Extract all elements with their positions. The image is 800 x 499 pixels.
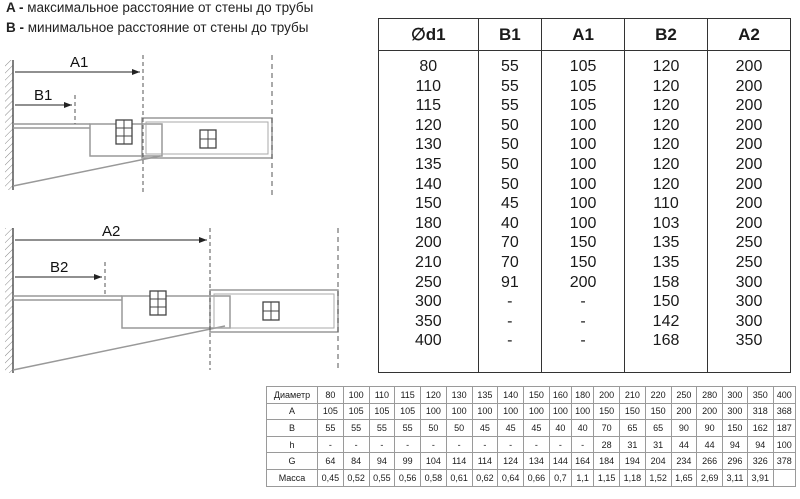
spec-cell: 90 — [697, 420, 723, 437]
table-cell: 200 — [735, 175, 763, 193]
spec-cell: 31 — [645, 436, 671, 453]
header-b2: B2 — [625, 19, 708, 51]
table-cell: 105 — [569, 77, 597, 95]
spec-cell: 266 — [697, 453, 723, 470]
table-cell: 180 — [414, 214, 442, 232]
table-cell: 103 — [652, 214, 680, 232]
spec-cell: 400 — [773, 387, 795, 404]
table-cell: 70 — [500, 234, 519, 252]
table-cell: 158 — [652, 273, 680, 291]
spec-cell: 65 — [645, 420, 671, 437]
spec-row — [267, 453, 796, 470]
spec-cell: 45 — [524, 420, 550, 437]
spec-cell: 150 — [723, 420, 748, 437]
spec-cell: 1,18 — [620, 469, 646, 486]
spec-cell: 234 — [671, 453, 697, 470]
spec-row-label: G — [267, 453, 318, 470]
spec-cell: 94 — [369, 453, 395, 470]
spec-cell: 140 — [498, 387, 524, 404]
spec-cell: 120 — [421, 387, 447, 404]
table-cell: 210 — [414, 253, 442, 271]
spec-cell: 105 — [395, 403, 421, 420]
table-cell: 135 — [414, 155, 442, 173]
spec-cell: 326 — [747, 453, 773, 470]
spec-cell: 204 — [645, 453, 671, 470]
table-cell: - — [507, 332, 513, 350]
spec-cell: 100 — [773, 436, 795, 453]
spec-cell: 130 — [446, 387, 472, 404]
spec-cell: 200 — [697, 403, 723, 420]
table-cell: 350 — [414, 312, 442, 330]
spec-cell: 100 — [472, 403, 498, 420]
spec-cell: 368 — [773, 403, 795, 420]
spec-cell: 105 — [318, 403, 344, 420]
column-a1 — [542, 51, 625, 373]
table-cell: - — [580, 293, 586, 311]
table-cell: 55 — [500, 77, 519, 95]
spec-cell: 0,45 — [318, 469, 344, 486]
spec-cell: - — [472, 436, 498, 453]
top-bracket-assembly — [5, 54, 272, 195]
table-cell: - — [507, 312, 513, 330]
spec-cell: 300 — [723, 403, 748, 420]
table-cell: - — [580, 332, 586, 350]
spec-cell: 70 — [594, 420, 620, 437]
legend-text-a: максимальное расстояние от стены до трубы — [27, 0, 314, 15]
column-d1 — [379, 51, 479, 373]
spec-cell: 0,62 — [472, 469, 498, 486]
spec-cell: 99 — [395, 453, 421, 470]
spec-cell: 0,58 — [421, 469, 447, 486]
spec-cell: 84 — [343, 453, 369, 470]
spec-cell: 65 — [620, 420, 646, 437]
table-cell: 45 — [500, 195, 519, 213]
spec-cell: 64 — [318, 453, 344, 470]
spec-cell: 28 — [594, 436, 620, 453]
spec-cell: 94 — [723, 436, 748, 453]
table-cell: 50 — [500, 116, 519, 134]
table-cell: 115 — [415, 97, 442, 115]
spec-cell: 55 — [395, 420, 421, 437]
table-cell: 200 — [735, 214, 763, 232]
top-bolt-1 — [116, 120, 132, 144]
spec-cell: 1,65 — [671, 469, 697, 486]
table-cell: 100 — [569, 116, 597, 134]
table-cell: 120 — [652, 175, 680, 193]
spec-cell: 105 — [343, 403, 369, 420]
bottom-bracket-assembly — [5, 223, 338, 373]
table-cell: 200 — [569, 273, 597, 291]
spec-cell: 184 — [594, 453, 620, 470]
table-cell: 150 — [414, 195, 442, 213]
spec-cell: 250 — [671, 387, 697, 404]
spec-row — [267, 387, 796, 404]
header-b1: B1 — [478, 19, 542, 51]
dim-label-b1: B1 — [34, 87, 53, 104]
column-a2 — [708, 51, 791, 373]
table-cell: 400 — [414, 332, 442, 350]
spec-cell: 94 — [747, 436, 773, 453]
spec-row-label: Диаметр — [267, 387, 318, 404]
dimensions-table-header — [379, 19, 791, 51]
spec-cell: - — [498, 436, 524, 453]
spec-cell: 0,7 — [549, 469, 571, 486]
spec-cell: 50 — [446, 420, 472, 437]
spec-cell: 150 — [594, 403, 620, 420]
spec-cell: 150 — [645, 403, 671, 420]
table-cell: 100 — [569, 214, 597, 232]
dim-label-a2: A2 — [102, 223, 121, 240]
table-cell: 50 — [500, 175, 519, 193]
spec-cell: 3,91 — [747, 469, 773, 486]
top-bolt-2 — [200, 130, 216, 148]
spec-cell: 0,55 — [369, 469, 395, 486]
spec-cell: 1,1 — [572, 469, 594, 486]
table-cell: 200 — [735, 77, 763, 95]
spec-cell: 0,66 — [524, 469, 550, 486]
column-b2 — [625, 51, 708, 373]
spec-row-label: A — [267, 403, 318, 420]
table-cell: 150 — [569, 234, 597, 252]
table-cell: 120 — [652, 136, 680, 154]
table-cell: 70 — [500, 253, 519, 271]
spec-cell: 164 — [572, 453, 594, 470]
table-cell: 100 — [569, 136, 597, 154]
spec-row — [267, 403, 796, 420]
table-cell: 120 — [652, 58, 680, 75]
table-cell: 105 — [569, 58, 597, 75]
table-cell: 200 — [735, 155, 763, 173]
table-cell: 300 — [414, 293, 442, 311]
table-cell: 300 — [735, 273, 763, 291]
spec-table — [266, 386, 796, 487]
table-cell: 200 — [735, 116, 763, 134]
spec-cell: 50 — [421, 420, 447, 437]
table-cell: 40 — [500, 214, 519, 232]
spec-cell: 0,56 — [395, 469, 421, 486]
spec-cell: 200 — [671, 403, 697, 420]
table-cell: 200 — [735, 97, 763, 115]
spec-cell: 40 — [549, 420, 571, 437]
spec-cell: - — [446, 436, 472, 453]
spec-row-label: h — [267, 436, 318, 453]
spec-cell: 200 — [594, 387, 620, 404]
table-cell: 120 — [652, 77, 680, 95]
spec-cell: 45 — [498, 420, 524, 437]
spec-cell: 2,69 — [697, 469, 723, 486]
table-cell: 120 — [414, 116, 442, 134]
spec-row — [267, 469, 796, 486]
spec-cell: 162 — [747, 420, 773, 437]
table-cell: 120 — [652, 155, 680, 173]
table-cell: 142 — [652, 312, 680, 330]
spec-cell: 100 — [498, 403, 524, 420]
spec-cell: 144 — [549, 453, 571, 470]
table-cell: 150 — [569, 253, 597, 271]
spec-cell: 318 — [747, 403, 773, 420]
spec-cell: 55 — [343, 420, 369, 437]
column-b1 — [478, 51, 542, 373]
spec-cell: 180 — [572, 387, 594, 404]
dim-label-b2: B2 — [50, 259, 69, 276]
header-a2: A2 — [708, 19, 791, 51]
spec-cell: 220 — [645, 387, 671, 404]
spec-cell: 210 — [620, 387, 646, 404]
table-cell: 200 — [735, 136, 763, 154]
spec-row — [267, 436, 796, 453]
spec-cell: 45 — [472, 420, 498, 437]
table-cell: 200 — [735, 195, 763, 213]
spec-cell: 124 — [498, 453, 524, 470]
spec-cell: 134 — [524, 453, 550, 470]
spec-cell: 44 — [671, 436, 697, 453]
table-cell: 200 — [735, 58, 763, 75]
table-cell: 80 — [419, 58, 438, 75]
spec-cell: 55 — [369, 420, 395, 437]
spec-cell: 40 — [572, 420, 594, 437]
spec-cell: 100 — [446, 403, 472, 420]
table-cell: 91 — [500, 273, 519, 291]
spec-cell: - — [318, 436, 344, 453]
spec-row-label: B — [267, 420, 318, 437]
table-cell: 140 — [414, 175, 442, 193]
table-cell: 350 — [735, 332, 763, 350]
table-cell: 135 — [652, 253, 680, 271]
spec-cell: 100 — [572, 403, 594, 420]
table-cell: 55 — [500, 97, 519, 115]
table-cell: 100 — [569, 175, 597, 193]
spec-row-label: Масса — [267, 469, 318, 486]
spec-cell: 1,52 — [645, 469, 671, 486]
spec-cell: 378 — [773, 453, 795, 470]
spec-cell: - — [369, 436, 395, 453]
spec-cell: 100 — [549, 403, 571, 420]
spec-cell: 0,52 — [343, 469, 369, 486]
legend-key-a: A - — [6, 0, 24, 15]
table-cell: 300 — [735, 293, 763, 311]
table-cell: 120 — [652, 116, 680, 134]
spec-cell: 3,11 — [723, 469, 748, 486]
spec-cell: 115 — [395, 387, 421, 404]
spec-cell: 100 — [343, 387, 369, 404]
table-cell: 250 — [735, 234, 763, 252]
dimensions-table — [378, 18, 791, 373]
spec-cell: 1,15 — [594, 469, 620, 486]
bottom-bolt-2 — [263, 302, 279, 320]
top-wall-hatch — [5, 60, 13, 190]
bottom-wall-hatch — [5, 228, 13, 373]
table-cell: 50 — [500, 155, 519, 173]
spec-cell: - — [549, 436, 571, 453]
table-cell: 200 — [414, 234, 442, 252]
spec-cell: - — [524, 436, 550, 453]
spec-cell: 187 — [773, 420, 795, 437]
table-cell: 135 — [652, 234, 680, 252]
table-cell: 300 — [735, 312, 763, 330]
spec-cell: 350 — [747, 387, 773, 404]
spec-cell: 0,64 — [498, 469, 524, 486]
spec-cell: 135 — [472, 387, 498, 404]
spec-cell: 44 — [697, 436, 723, 453]
spec-cell: 31 — [620, 436, 646, 453]
spec-cell: 296 — [723, 453, 748, 470]
dim-label-a1: A1 — [70, 54, 89, 71]
table-cell: 100 — [569, 155, 597, 173]
table-cell: 100 — [569, 195, 597, 213]
spec-cell: 150 — [524, 387, 550, 404]
table-cell: 130 — [414, 136, 442, 154]
table-cell: 120 — [652, 97, 680, 115]
spec-cell: 100 — [421, 403, 447, 420]
spec-cell: - — [343, 436, 369, 453]
header-d1: ∅d1 — [379, 19, 479, 51]
spec-cell: 100 — [524, 403, 550, 420]
spec-cell: 104 — [421, 453, 447, 470]
spec-cell: - — [395, 436, 421, 453]
spec-cell: 280 — [697, 387, 723, 404]
spec-cell: 0,61 — [446, 469, 472, 486]
spec-cell: 105 — [369, 403, 395, 420]
spec-cell: 55 — [318, 420, 344, 437]
table-cell: 250 — [735, 253, 763, 271]
table-cell: 55 — [500, 58, 519, 75]
spec-cell: 194 — [620, 453, 646, 470]
table-cell: - — [580, 312, 586, 330]
spec-row — [267, 420, 796, 437]
spec-cell — [773, 469, 795, 486]
spec-cell: 160 — [549, 387, 571, 404]
legend-key-b: B - — [6, 20, 24, 35]
table-cell: 250 — [414, 273, 442, 291]
legend-text-b: минимальное расстояние от стены до трубы — [27, 20, 309, 35]
bracket-drawing — [0, 0, 370, 380]
table-cell: 110 — [415, 77, 442, 95]
header-a1: A1 — [542, 19, 625, 51]
table-cell: 168 — [652, 332, 680, 350]
table-cell: 105 — [569, 97, 597, 115]
spec-cell: 90 — [671, 420, 697, 437]
table-cell: 50 — [500, 136, 519, 154]
spec-cell: - — [572, 436, 594, 453]
spec-cell: - — [421, 436, 447, 453]
spec-cell: 150 — [620, 403, 646, 420]
spec-cell: 80 — [318, 387, 344, 404]
spec-cell: 110 — [369, 387, 395, 404]
bottom-bolt-1 — [150, 291, 166, 315]
spec-cell: 300 — [723, 387, 748, 404]
spec-cell: 114 — [446, 453, 472, 470]
table-cell: 110 — [653, 195, 679, 213]
table-cell: 150 — [652, 293, 680, 311]
spec-cell: 114 — [472, 453, 498, 470]
table-cell: - — [507, 293, 513, 311]
